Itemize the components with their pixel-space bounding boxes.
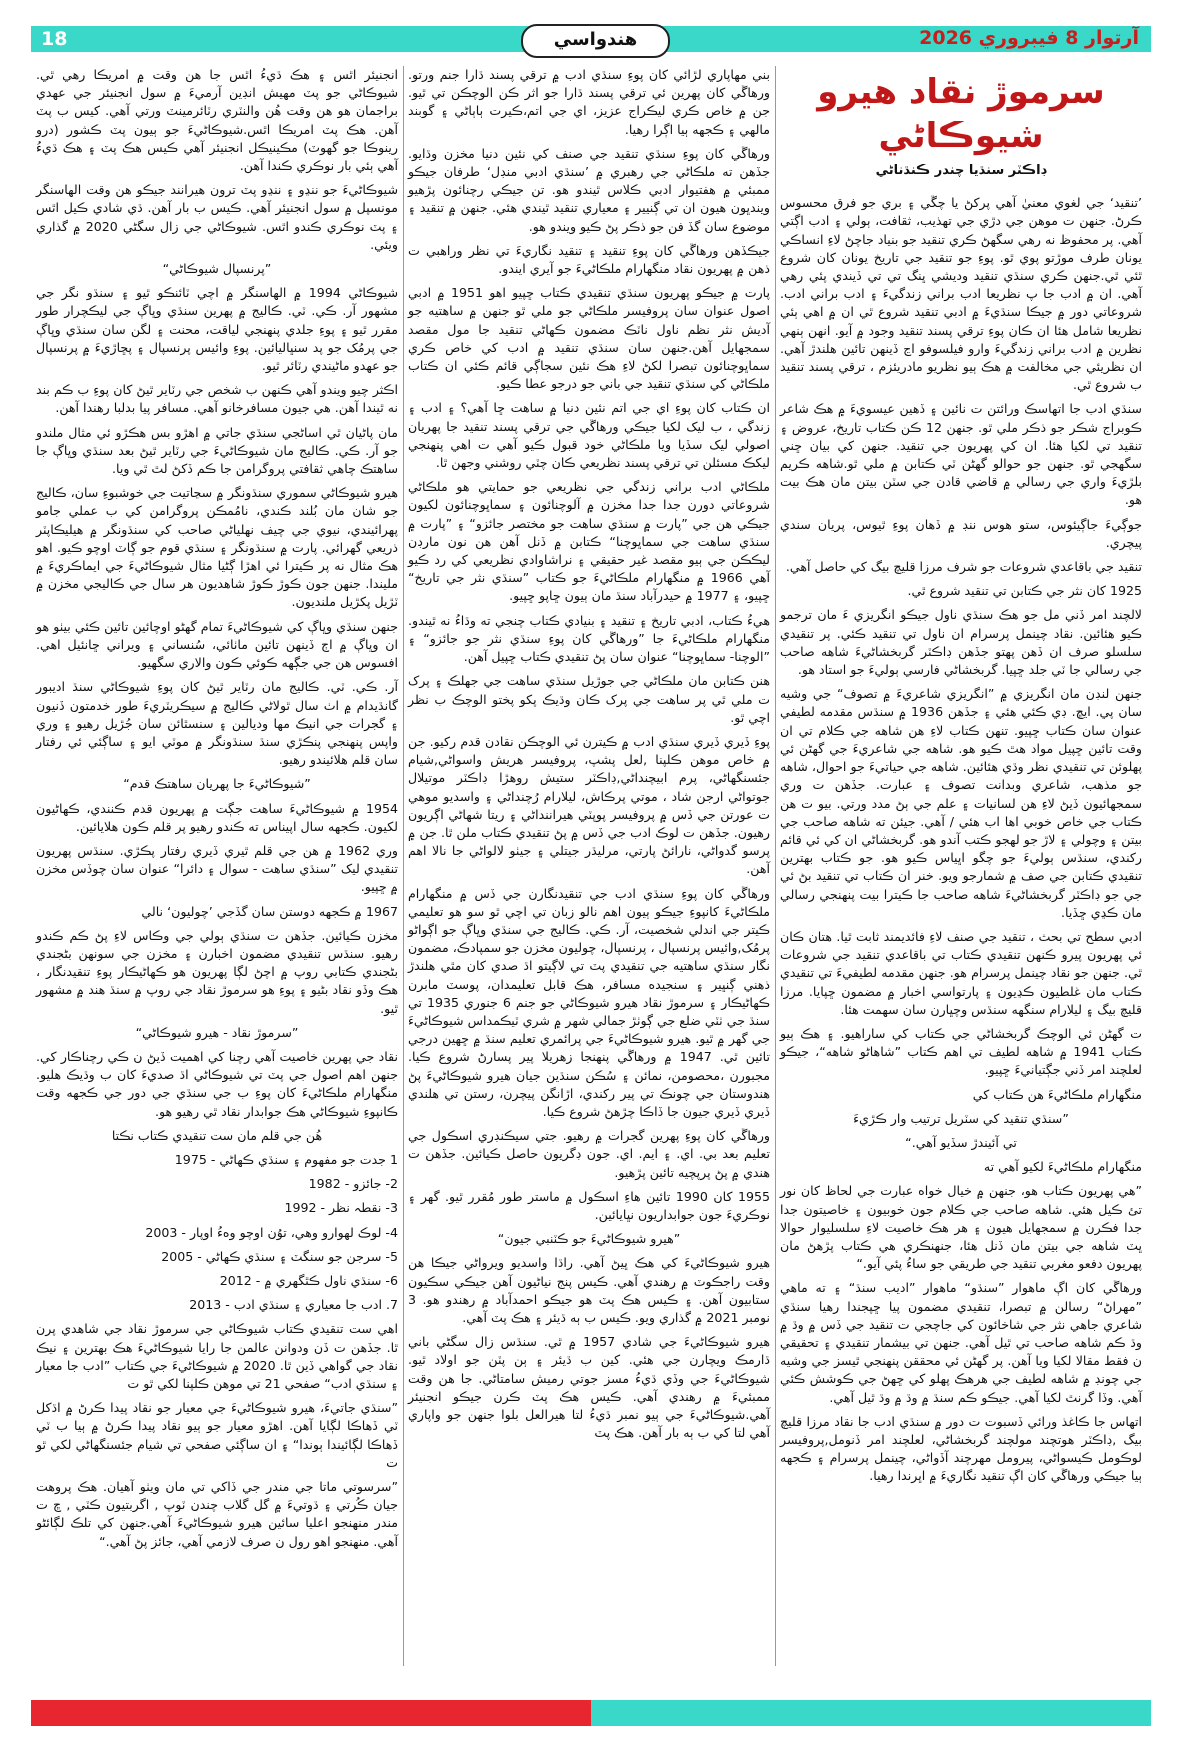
paragraph: بني مهاپاري لڙائي کان پوءِ سنڌي ادب ۾ ترقي پسند ڌارا جنم ورتو. ورهاڱي کان پهرين ئي ترقي پسند ڌارا جو اثر ڪن الوچڪن تي ٿيو. جن ۾ خاص ڪري ليڪراج عزيز، اي جي اتم،ڪيرت ٻاٻاڻي ۽ گوبند مالهي ۽ ڪجهه ٻيا اڳرا رهيا.: [408, 67, 770, 137]
quote-line: ”سنڌي تنقيد کي سٽريل ترتيب وار ڪڙيءَ: [853, 1110, 1069, 1126]
paragraph: هيءُ ڪتاب، ادبي تاريخ ۽ تنقيد ۽ بنيادي ڪتاب چنجي ته وڌاءُ نه ٿيندو. منگهارام ملڪاڻيءَ جا ”ورهاڱي کان پوءِ سنڌي نثر جو جائزو“ ۽ ”الوچنا- سماڀوچنا“ عنوان سان پڻ تنقيدي ڪتاب ڇپيل آهن.: [408, 612, 770, 665]
masthead-logo: هندواسي: [521, 24, 670, 58]
list-item: 1 جدت جو مفهوم ۽ سنڌي ڪهاڻي - 1975: [174, 1151, 398, 1167]
subheading: ”پرنسپال شيوڪاڻي“: [162, 261, 272, 277]
paragraph: 1967 ۾ ڪجهه دوستن سان گڏجي ’چوليون‘ نالي: [141, 903, 398, 919]
book-list: [36, 1151, 398, 1314]
paragraph: پوءِ ڏيري ڏيري سنڌي ادب ۾ ڪيترن ئي الوچڪن نقادن قدم رکيو. جن ۾ خاص موهن ڪلپنا ,لعل پشپ، پروفيسر هريش واسواڻي,شيام جئسنگهاڻي، پرم ابيچنداڻي,ڊاڪٽر ستيش روهڙا ڊاڪٽر موتيلال جوتواڻي ارجن شاد ، موتي پرڪاش، ليلارام رُچنداڻي ۽ واسديو موهي ت عورتن جي ڏس ۾ پروفيسر پوپٽي هيراننداڻي ۽ ريتا شهاڻي اڳريون رهيون. جڏهن ت لوڪ ادب جي ڏس ۾ پڻ تنقيدي ڪتاب ملن ٿا. جن ۾ پرسو گدواڻي، نارائڻ پارتي، مرليڌر جيتلي ۽ جيٺو لالواڻي جا نالا اهم آهن.: [408, 733, 770, 877]
paragraph: انجنيئر اٿس ۽ هڪ ڌيءُ اٿس جا هن وقت ۾ امريڪا رهي ٿي. شيوڪاڻي جو پٽ مهيش انڊين آرميءَ ۾ سول انجنيئر جي عهدي براجمان هو هن وقت هُن والنٽري رٽائرمينٽ ورتي آهي. کيس ب پٽ آهن. هڪ پٽ امريڪا اٿس.شيوڪاڻيءَ جو ٻيون پٽ ڪشور (درو رينوڪا جو گهوٽ) مڪينيڪل انجنيئر آهي ڪيس هڪ پٽ ۽ هڪ ڌيءُ آهي ٻئي بار نوڪري ڪندا آهن.: [36, 67, 398, 174]
paragraph: 1955 کان 1990 تائين هاءِ اسڪول ۾ ماستر طور مُقرر ٿيو. گهر ۽ نوڪريءَ جون جوابداريون نڀايائين.: [408, 1188, 770, 1222]
paragraph: مان پاڻيان ٿي اساڻجي سنڌي جاتي ۾ اهڙو بس هڪڙو ئي مثال ملندو جو آر. ڪي. ڪاليج مان شيوڪاڻيءَ جي رٽاير ٿيڻ بعد سنڌي وڀاڳ جا ساهتڪ چاهي ثقافتي پروگرامن جا ڪم ڏکڻ لٿ ٿي ويا.: [36, 424, 398, 477]
column-divider: [775, 66, 776, 1666]
subheading: هُن جي قلم مان ست تنقيدي ڪتاب نڪتا: [111, 1127, 323, 1143]
paragraph: سنڌي ادب جا اتهاسڪ ورائتن ت نائين ۽ ڏهين عيسويءَ ۾ هڪ شاعر ڪوبراج شڪر جو ذڪر ملي ٿو. جنهن 12 ڪن ڪتاب تاريخ، عروض ۽ تنقيد تي لکيا هئا. ان کي پهريون جي تنقيد. جنهن کي بيان ڇني سگهجي ٿو. جنهن جو حوالو گهڻن ٽي ڪتابن ۾ ملي ٿو.شاهه ڪريم بلڙيءَ واري جي رسالي ۾ قاضي قادن جي سٽن بيتن مان هڪ بيت هو.: [780, 401, 1142, 508]
subheading: ”سرموڙ نقاد - هيرو شيوڪاڻي“: [135, 1024, 299, 1040]
paragraph: جنهن لنڊن مان انگريزي ۾ ”انگريزي شاعريءَ ۾ تصوف“ جي وشيه سان پي. ايڇ. ڊي ڪئي هئي ۽ جڏهن 1936 ۾ سنڌس مقدمه لطيفي عنوان سان ڪتاب ڇپيو. تنهن ڪتاب لاءِ هن شاهه جي ڪلام تي ان وقت تائين ڇپيل مواد هٿ ڪيو هو. شاهه جي شاعريءَ جي گهڻن ئي پهلوئن تي تنقيدي نظر وڌي هئائين. شاهه جي حياتيءَ جو احوال، شاهه جو مذهب، شاعري وبدانت تصوف ۽ عبارت. جڏهن ت وري سمجهائيون ڏيڻ لاءِ هن لسانيات ۽ علم جي ٻڻ مدد ورتي. بيو ت هن ڪتاب جي خاص خوبي اها اب هئي / آهي. جيئن ته شاهه صاحب جي بيتن ۽ وچولي ۽ لاڙ جو لهجو ڪتب آندو هو. گربخشاڻي ان کي ئي قائم رکندي، سنڌس ٻوليءَ جو چگو اڀياس ڪيو هو. جو ڪتاب بهترين تنقيدي ڪتابن جي صف ۾ شمارجو ويو. خنر ان ڪتاب تي تنقيد بڻ ئي جي جو ڊاڪٽر گربخشاڻيءَ شاهه صاحب جا ڪيترا بيت پنهنجي رسالي مان ڪڍي ڇڏيا.: [780, 686, 1142, 920]
paragraph: آر. ڪي. ٽي. ڪاليج مان رٽاير ٿيڻ کان پوءِ شيوڪاڻي سنڌ اديبور گانڌيدام ۾ اٺ سال ٿولاڻي ڪاليج ۾ سيڪريٽريءَ طور خدمتون ڏنيون ۽ گجرات جي انيڪ مها وديالين ۽ سنسٿائن سان جُڙيل رهيو ۽ وري واپس پنهنجي پنڪڙي سنڌ سنڌونگر ۾ موٽي ايو ۽ ساڳئي ئي رفتار سان قلم هلائيندو رهيو.: [36, 679, 398, 768]
list-item: 3- نقطہ نظر - 1992: [284, 1200, 398, 1216]
column-divider: [403, 66, 404, 1666]
paragraph: جنهن سنڌي وڀاڳ کي شيوڪاڻيءَ تمام گهڻو اوچائين تائين ڪئي بيٺو هو ان وڀاڳ ۾ اڄ ڏينهن تائين ماٺائي، سُنساني ۽ ويراني ڇانئيل اهي. افسوس هن جي جڳهه ڪوئي ڪون والاري سگهيو.: [36, 618, 398, 671]
paragraph: هيرو شيوڪاڻيءَ کي هڪ ڀيڻ آهي. راڌا واسديو ويرواڻي جيڪا هن وقت راجڪوٽ ۾ رهندي آهي. ڪيس پنج نياڻيون آهن جيڪي سڪيون ستابيون آهن. ۽ ڪيس هڪ پٽ هو جيڪو احمدآباد ۾ رهندو هو. 3 نومبر 2021 ۾ گذاري ويو. ڪيس ب ٻه ڌيئر ۽ هڪ پٽ آهي.: [408, 1255, 770, 1325]
list-item: 7. ادب جا معياري ۽ سنڌي ادب - 2013: [189, 1297, 398, 1313]
column-3: [36, 66, 398, 1557]
list-item: 5- سرجن جو سنگٽ ۽ سنڌي ڪهاڻي - 2005: [161, 1248, 398, 1264]
paragraph: اتهاس جا ڪاغذ ورائي ڏسبوت ت دور ۾ سنڌي ادب جا نقاد مرزا قليچ بيگ ,ڊاڪٽر هوتچند مولچند گربخشاڻي، لعلچند امر ڏنومل,پروفيسر لوڪومل ڪيسواڻي، پيرومل مهرچند آڏواڻي، چينمل پرسرام ۽ ڪجهه ٻيا جيڪي ورهاڱي کان اڳ تنقيد نگاريءَ ۾ اڀرندا رهيا.: [780, 1413, 1142, 1484]
article-title: سرموڙ نقاد هيرو شيوڪاڻي: [817, 72, 1105, 156]
paragraph: 1954 ۾ شيوڪاڻيءَ ساهت جڳت ۾ پهريون قدم ڪنندي، ڪهاڻيون لکيون. ڪجهه سال اپيناس ته ڪندو رهيو پر قلم ڪون هلايائين.: [36, 800, 398, 834]
paragraph: ورهاڱي کان اڳ ماهوار ”سنڌو“ ماهوار ”اديب سنڌ“ ۽ ته ماهي ”مهراڻ“ رسالن ۾ تبصرا، تنقيدي مضمون پيا ڇپجندا رهيا سنڌي شاعري جاهي نثر جي شاخائون کي جاچجي ت تنقيد جي ڏس ۾ وڌ ۾ وڌ ڪم شاهه صاحب تي ٿيل آهي. جنهن تي بيشمار تنقيدي ۽ تحقيقي ن فقط مقالا لکيا ويا آهن. پر گهڻن ئي محققن پنهنجي ٿيسز جي وشيه جي چونڊ ۾ شاهه لطيف جي هرهڪ پهلو کي ڇهڻ جي ڪوشش ڪئي آهي. وڏا گرنٿ لکيا آهي. جيڪو ڪم سنڌ ۾ وڌ ۾ وڌ ٿيل آهي.: [780, 1280, 1142, 1405]
paragraph: اڪثر چيو ويندو آهي ڪنهن ب شخص جي رٽاير ٿيڻ کان پوءِ ب ڪم بند نه ٿيندا آهن. هي جيون مسافرخانو آهي. مسافر پيا بدلبا رهندا آهن.: [36, 382, 398, 416]
paragraph: ”سنڌي جاتيءَ، هيرو شيوڪاڻيءَ جي معيار جو نقاد پيدا ڪرڻ ۾ اڌکل ٽي ڏهاڪا لڳايا آهن. اهڙو معيار جو ٻيو نقاد پيدا ڪرڻ ۾ ٻيا ب ٽي ڏهاڪا لڳائيندا ٻوندا“ ۽ ان ساڳئي صفحي تي شيام جئسنگهاڻي لکي ٿو ت: [36, 1400, 398, 1470]
subheading: ”هيرو شيوڪاڻيءَ جو ڪٽنبي جيون“: [497, 1231, 681, 1247]
paragraph: شيوڪاڻي 1994 ۾ الهاسنگر ۾ اچي ٽائنڪو ٿيو ۽ سنڌو نگر جي مشهور آر. ڪي. ٽي. ڪاليج ۾ پهرين سنڌي وڀاڳ جي ليڪچرار طور مقرر ٿيو ۽ پوءِ جلدي پنهنجي لياقت، محنت ۽ لگن سان سنڌي وڀاڳ جي پرمُک جو پد سنڀاليائين. پوءِ وائيس پرنسپال ۽ پڇاڙيءَ ۾ پرنسپال جو عهدو ماڻيندي رٽائر ٿيو.: [36, 285, 398, 374]
paragraph: ملڪاڻي ادب براني زندگي جي نظريعي جو حمايتي هو ملڪاڻي شروعاتي دورن جدا جدا مخزن ۾ آلوچنائون ۽ سماڀوچنائون لکيون جيڪي هن جي ”پارت ۾ سنڌي ساهت جو مختصر جائزو“ ۽ ”پارت ۾ سنڌي ساهت جي سماڀوچنا“ ڪتابن ۾ ڏنل آهن هن نون مارڊن ليڪڪن جي ٻيو مقصد غير حقيقي ۽ نراشاوادي نظريعي کي رد ڪيو آهي 1966 ۾ منگهارام ملڪاڻيءَ جو ڪتاب ”سنڌي نثر جي تاريخ“ ڇپيو، ۽ 1977 ۾ حيدرآباد سنڌ مان ٻيون ڇاپو ڇپيو.: [408, 479, 770, 604]
list-item: 6- سنڌي ناول ڪٿگهري ۾ - 2012: [219, 1272, 398, 1288]
paragraph: 1925 کان نثر جي ڪتابن تي تنقيد شروع ٿي.: [907, 583, 1142, 599]
paragraph: ورهاڱي کان پوءِ سنڌي تنقيد جي صنف کي نئين دنيا مخزن وڌايو. جڏهن ته ملڪاڻي جي رهبري ۾ ’سنڌي ادبي منڊل‘ طرفان جيڪو ممبئي ۾ هفتيوار ادبي ڪلاس ٿيندو هو. تن جيڪي رچنائون پڙهيو ويندڀون هيون ان تي ڳنيير ۽ معياري تنقيد ٿيندي هئي. جنهن ۾ تنقيد ۽ موضوع سان گڏ فن جو ذڪر پڻ ڪيو ويندو هو.: [408, 145, 770, 234]
column-2: [408, 66, 770, 1448]
paragraph: ورهاڱي کان پوءِ سنڌي ادب جي تنقيدنگارن جي ڏس ۾ منگهارام ملڪاڻيءَ کانپوءِ جيڪو ٻيون اهم نالو زبان تي اچي ٿو سو هو تعليمي ڪيتر جي اندلي شخصيت، آر. ڪي. ڪاليج جي سنڌي وڀاڳ جو اڳواڻو پرمُک,وائيس پرنسپال ، پرنسپال، چوليون مخزن جو سمپادڪ، مضمون نگار سنڌي ساهتيه جي تنقيدي پٽ تي لاڳيتو اڌ صدي کان مٿي هلندڙ ذهني ڳنڀير ۽ سنجيده مسافر، هڪ قابل تعليمدان، پوسٽ مابرن ڪهاڻيڪار ۽ سرموڙ نقاد هيرو شيوڪاڻي جو جنم 6 جنوري 1935 تي سنڌ جي ٺٽي ضلع جي ڳوٺڙ جمالي شهر ۾ شري ٽيڪمداس شيوڪاڻيءَ جي گهر ۾ ٿيو. هيرو شيوڪاڻيءَ جي پرائمري تعليم سنڌ ۾ ڇهين درجي تائين ٿي. 1947 ۾ ورهاڱي پنهنجا زهريلا پير پسارڻ شروع ڪيا. مجبورن ،محصومن، نمائن ۽ سُڪن سنڌين جيان هيرو شيوڪاڻيءَ پڻ هندوستان جي چونڪ تي پير رکندي، اڙانگن پيچرن، رستن تي هلندي ڏيري ڏيري جيون جا ڏاڪا چڙهڻ شروع ڪيا.: [408, 885, 770, 1119]
paragraph: هيرو شيوڪاڻيءَ جي شادي 1957 ۾ ٿي. سنڌس زال سگڻي باني ڌارمڪ ويچارن جي هئي. کين ب ڌيئر ۽ ٻن پٽن جو اولاد ٿيو. شيوڪاڻيءَ جي وڏي ڌيءُ مسز جوتي رميش سامتاڻي. جا هن وقت ممبئيءَ ۾ رهندي آهي. ڪيس هڪ پٽ ڪرن جيڪو انجنيئر آهي.شيوڪاڻيءَ جي ٻيو نمبر ڌيءُ لتا هيرالعل بلوا جنهن جو واپاري آهي لتا کي ب ٻه بار آهن. هڪ پٽ: [408, 1334, 770, 1441]
list-item: 2- جائزو - 1982: [308, 1176, 398, 1192]
article-byline: ڊاڪٽر سنڌيا چندر ڪنڌناڻي: [875, 163, 1047, 178]
paragraph: وري 1962 ۾ هن جي قلم ٿيري ڏيري رفتار پڪڙي. سنڌس پهريون تنقيدي ليک ”سنڌي ساهت - سوال ۽ دائرا“ عنوان سان چوڏس مخزن ۾ ڇپيو.: [36, 842, 398, 895]
column-1: [780, 66, 1142, 1492]
paragraph: نقاد جي پهرين خاصيت آهي رچنا کي اهميت ڏيڻ ن ڪي رچناڪار کي. جنهن اهم اصول جي پٽ تي شيوڪاڻي اڌ صديءَ کان ب وڌيڪ هليو. منگهارام ملڪاڻيءَ کان پوءِ ب جي سنڌي جي دور جي ڪجهه وقت ڪانپوءِ شيوڪاڻي هڪ جوابدار نقاد ٿي رهيو هو.: [36, 1048, 398, 1119]
paragraph: پارت ۾ جيڪو پهريون سنڌي تنقيدي ڪتاب ڇپيو اهو 1951 ۾ ادبي اصول عنوان سان پروفيسر ملڪاڻي جو ملي ٿو جنهن ۾ ساهتيه جو آديش نثر نظم ناول ناٽڪ مضمون ڪهاڻي تنقيد جا مول مقصد سمجهايل آهن.جنهن سان سنڌي تنقيد ۾ ادب کي خاص ڪري سماڀوچنائون تبصرا لکڻ لاءِ هڪ نئين سجاڳي قائم ڪئي ان ڪتاب ملڪاڻي کي سنڌي تنقيد جي باني جو درجو عطا ڪيو.: [408, 285, 770, 392]
paragraph: ’تنقيد‘ جي لغوي معنيٰ آهي پرکڻ يا چڱي ۽ بري جو فرق محسوس ڪرڻ. جنهن ت موهن جي دڙي جي تهذيب، ثقافت، ٻولي ۽ ادب اڳتي آهي. پر محفوظ نه رهي سگهڻ ڪري تنقيد جو بنياد جاچڻ لاءِ انساڪي يونان طرف موڙتو پوي ٿو. پوءِ جو تنقيد جي تاريخ يونان کان شروع ٿئي ٿي.جنهن ڪري سنڌي تنقيد وديشي ڀنگ تي تي ڏيندي پئي رهي آهي. ان ۾ ادب جا پ نظريعا ادب براني زندگيءَ ۽ ادب براني ادب. شروعاتي دور ۾ جيڪا سنڌيءَ ۾ ادبي تنقيد شروع ٿي ان ۾ اهي ٻئي نظريعا شامل هئا ان ڪان پوءِ ترقي پسند تنقيد وجود ۾ آيو. انهن ٻنهي نظرين ۾ ادب براني زندگيءَ وارو فيلسوفو اڃ ڏينهن تائين هلندڙ آهي. ان نظريئي جي مخالفت ۾ هڪ ٻيو نظريو مادريئزم ، ترقي پسند تنقيد ب شروع ٿي.: [780, 195, 1142, 393]
paragraph: لالچند امر ڏني مل جو هڪ سنڌي ناول جيڪو انگريزي ءَ مان ترجمو ڪيو هئائين. نقاد چينمل پرسرام ان ناول تي تنقيد ڪئي. پر تنقيدي سلسلو صرف ان ڏهن پهتو جڏهن ڊاڪٽر گربخشاڻيءَ شاهه صاحب جي رسالي جا ٽي جلد ڇپيا. گربخشاڻي فارسي ٻوليءَ جو استاد هو.: [780, 607, 1142, 678]
paragraph: هنن ڪتابن مان ملڪاڻي جي جوڙيل سنڌي ساهت جي جهلڪ ۽ پرک ت ملي ٿي پر ساهت جي پرک ڪان وڌيڪ پکو پختو الوچڪ ب نظر اچي ٿو.: [408, 673, 770, 725]
paragraph: منگهارام ملڪاڻيءَ لکيو آهي ته: [983, 1159, 1142, 1175]
footer-bar-red: [31, 1700, 591, 1726]
paragraph: جوڳيءَ جاڳيئوس، ستو هوس ننڊ ۾ ڏهان پوءِ ٿيوس، پريان سندي پيچري.: [780, 516, 1142, 550]
list-item: 4- لوڪ لهوارو وهي، توُن اوچو وهءُ اوپار - 2003: [145, 1224, 398, 1240]
paragraph: ان ڪتاب کان پوءِ اي جي اتم نئين دنيا ۾ ساهت ڇا آهي؟ ۽ ادب ۽ زندگي ، ب ليک لکيا جيڪي ورهاڱي جي ترقي پسند تنقيد جا پهريان اصولي ليک سڏيا ويا ملڪاڻي خود قبول ڪيو آهي ت اهي پنهنجي ليکڪ مسئلن تي ترقي پسند نظريعي ڪان چٽي روشني وجهن ٿا.: [408, 400, 770, 471]
header-bar: [31, 26, 1151, 52]
paragraph: مخزن ڪيائين. جڏهن ت سنڌي ٻولي جي وڪاس لاءِ پڻ ڪم ڪندو رهيو. سنڌس تنقيدي مضمون اخبارن ۽ مخزن جي سونهن بڻجندي بڻجندي ڪتابي روپ ۾ اچڻ لڳا پهريون هو ڪهاڻيڪار پوءِ تنقيدنگار ، هڪ وڏو نقاد بڻيو ۽ پوءِ هو سرموڙ نقاد جي روپ ۾ سنڌ هند ۾ مشهور ٿيو.: [36, 927, 398, 1016]
quote-line: تي آئيندڙ سڏيو آهي.“: [905, 1134, 1017, 1150]
issue-date: آرتوار 8 فيبروري 2026: [919, 27, 1139, 49]
paragraph: منگهارام ملڪاڻيءَ هن ڪتاب کي: [972, 1086, 1142, 1102]
paragraph: جيڪڏهن ورهاڱي کان پوءِ تنقيد ۽ تنقيد نگاريءَ تي نظر وراهبي ت ذهن ۾ پهريون نقاد منگهارام ملڪاڻيءَ جو آيري ايندو.: [408, 242, 770, 277]
paragraph: اهي ست تنقيدي ڪتاب شيوڪاڻي جي سرموڙ نقاد جي شاهدي پرن ٿا. جڏهن ت ڏن ودوانن عالمن جا رايا شيوڪاڻيءَ هڪ بهترين ۽ نيڪ نقاد جي گواهي ڏين ٿا. 2020 ۾ شيوڪاڻيءَ جي ڪتاب ”ادب جا معيار ۽ سنڌي ادب“ صفحي 21 تي موهن ڪلپنا لکي ٿو ت: [36, 1321, 398, 1391]
paragraph: ادبي سطح تي بحث ، تنقيد جي صنف لاءِ فائديمند ثابت ٿيا. هتان ڪان ئي پهريون پيرو ڪنهن تنقيدي ڪتاب تي باقاعدي تنقيد جي شروعات ٿي. جنهن جو نقاد چينمل پرسرام هو. جنهن مقدمه لطيفيءَ تي تنقيدي ڪتاب مان غلطيون ڪڍيون ۽ پارتواسي اخبار ۾ مضمون ڇپايا. مرزا قليچ بيگ ۽ ليلارام سنگهه سنڌس وچڀارن سان سهمت هئا.: [780, 928, 1142, 1017]
paragraph: ”سرسوتي ماتا جي مندر جي ڏاکي تي مان ويٺو آهيان. هڪ پروهت جيان ڪُرتي ۽ ڌوتيءَ ۾ گل گلاب چندن ٽوپ , اگربتيون ڪٽي , ڇ ت مندر منهنجو اعليا سائين هيرو شيوڪاڻيءَ آهي.جنهن کي تلڪ لڳائڻو آهي. منهنجو اهو رول ن صرف لازمي آهي، جائز پڻ آهي.“: [36, 1479, 398, 1549]
paragraph: ورهاڱي کان پوءِ پهرين گجرات ۾ رهيو. جتي سيڪنڊري اسڪول جي تعليم بعد بي. اي. ۽ ايم. اي. جون ڊگريون حاصل ڪيائين. جڏهن ت هندي ۾ پڻ پرپچيه تائين پڙهيو.: [408, 1128, 770, 1180]
paragraph: هيرو شيوڪاڻي سموري سنڌونگر ۾ سڃاتيت جي خوشبوءِ سان، ڪاليج جو شان مان بُلند ڪندي، نامُمڪن پروگرامن کي ب عملي جامو پهرائيندي، نيوي جي چيف نهلياڻي صاحب کي سنڌونگر ۾ هيليڪاپٽر ذريعي گهرائي. پارت ۾ سنڌونگر ۽ سنڌي قوم جو ڳاٽ اوچو ڪيو. اهو هڪ مثال نه پر ڪيترا ئي اهڙا ڳڻيا مثال شيوڪاڻيءَ جي ايماڪريءَ ۾ مليندا. جنهن جون ڪوڙ ڪوڙ شاهديون هر سال جي ڪاليجي مخزن ۾ ٽڙيل پکڙيل ملنديون.: [36, 485, 398, 610]
paragraph: شيوڪاڻيءَ جو ننڍو ۽ ننڍو پٽ ترون هيرانند جيڪو هن وقت الهاسنگر مونسپل ۾ سول انجنيئر آهي. ڪيس ب بار آهن. ڌي شادي ڪيل اٿس ۽ پٽ نوڪري ڪندو اٿس. شيوڪاڻي جي زال سگڻي 2020 ۾ گذاري ويئي.: [36, 182, 399, 252]
paragraph: تنقيد جي باقاعدي شروعات جو شرف مرزا قليچ بيگ کي حاصل آهي.: [785, 559, 1142, 575]
footer-bar-teal: [591, 1700, 1151, 1726]
paragraph: ”هي پهريون ڪتاب هو، جنهن ۾ خيال خواه عبارت جي لحاظ کان نور تئ ڪيل هئي. شاهه صاحب جي ڪلام جون خوبيون ۽ خاصيتون جدا جدا فڪرن ۾ سمجهايل هيون ۽ هر هڪ خاصيت لاءِ سلسليوار حوالا ڀٽ شاهه جي بيتن مان ڏنل هئا، جنهنڪري هي ڪتاب پڙهڻ مان پهريون دفعو مغربي تنقيد جي طريقي جو ساءُ پئي آيو.“: [780, 1183, 1142, 1272]
subheading: ”شيوڪاڻيءَ جا پهريان ساهتڪ قدم“: [123, 776, 311, 792]
page-number: 18: [41, 28, 68, 50]
paragraph: ت گهڻن ئي الوچڪ گربخشاڻي جي ڪتاب کي ساراهيو. ۽ هڪ ٻيو ڪتاب 1941 ۾ شاهه لطيف تي اهم ڪتاب ”شاهاڻو شاهه“، جيڪو لعلچند امر ڏني جڳتيانيءَ ڇپيو.: [780, 1025, 1142, 1078]
